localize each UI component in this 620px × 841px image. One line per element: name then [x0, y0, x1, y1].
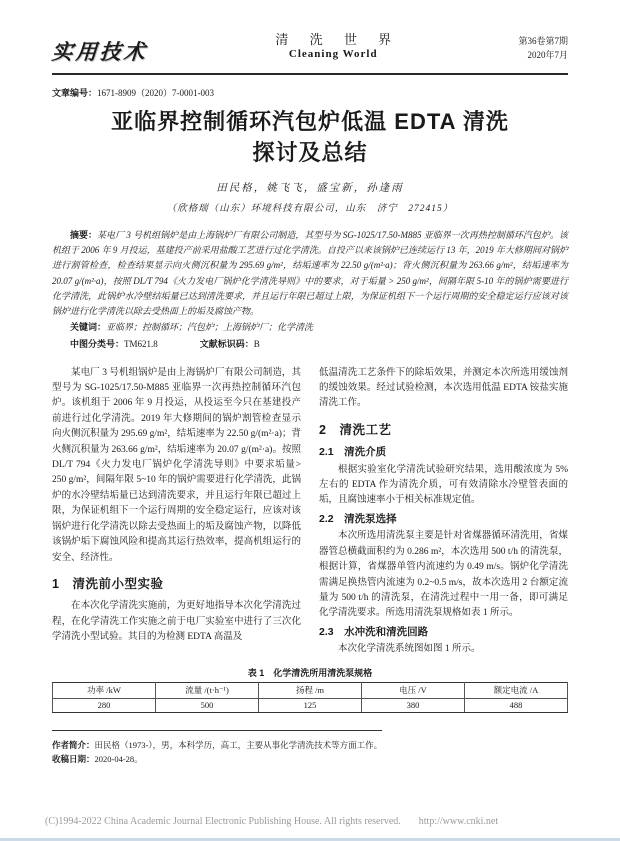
- title-line-2: 探讨及总结: [252, 140, 368, 165]
- table-cell: 500: [156, 698, 259, 712]
- cnki-link[interactable]: http://www.cnki.net: [418, 816, 499, 827]
- journal-name-cn: 清 洗 世 界: [275, 32, 401, 47]
- subsection-heading-2-1: 2.1 清洗介质: [319, 446, 387, 459]
- copyright-footer: [45, 816, 575, 827]
- clc-line: [52, 337, 568, 352]
- header-rule: [52, 73, 568, 75]
- clc-label: 中图分类号：: [70, 339, 125, 350]
- author-bio-label: 作者简介：: [52, 739, 95, 750]
- left-column: [52, 366, 301, 658]
- authors-line: 田民格，姚飞飞，盛宝新，孙逢雨: [216, 183, 404, 194]
- right-paragraph-2-1: 根据实验室化学清洗试验研究结果，选用酸浓度为 5% 左右的 EDTA 作为清洗介质，可有效清除水冷壁管表面的垢，且腐蚀速率小于相关标准规定值。: [319, 464, 568, 506]
- doc-code-label: 文献标识码：: [199, 339, 254, 350]
- table-cell: 380: [362, 698, 465, 712]
- article-id-value: 1671-8909（2020）7-0001-003: [97, 88, 215, 98]
- received-date-line: [52, 752, 568, 766]
- keywords-line: [52, 320, 568, 335]
- table-row: [53, 698, 568, 712]
- abstract-label: 摘要：: [70, 230, 98, 240]
- abstract-block: [52, 228, 568, 353]
- table-header-cell: 电压 /V: [362, 682, 465, 698]
- table-cell: 488: [465, 698, 568, 712]
- left-paragraph-1: 某电厂 3 号机组锅炉是由上海锅炉厂有限公司制造，其型号为 SG-1025/17.50-M885 亚临界一次再热控制循环汽包炉。该机组于 2006 年 9 月投运，从投运至今只在基建投产前进行过化学清洗。2019 年大修期间的锅炉割管检查显示向火侧沉积量为 295.69 g/m²，结垢速率为 22.50 g/(m²·a)；背火侧沉积量为 263.66 g/m²，结垢速率为 20.07 g/(m²·a)。按照 DL/T 794《火力发电厂锅炉化学清洗导则》中要求垢量> 250 g/m²，间隔年限 5~10 年的锅炉需要进行化学清洗，此锅炉的水冷壁结垢量已达到清洗要求，并且运行年限已超过上限，为保证机组下一个运行周期的安全稳定运行，应该对该锅炉进行化学清洗以除去受热面上的垢及腐蚀产物，以降低该锅炉垢下腐蚀风险和提高其运行热效率，提高机组运行的安全、经济性。: [52, 367, 301, 563]
- journal-header: [52, 30, 568, 70]
- table-header-row: [53, 682, 568, 698]
- keywords-label: 关键词：: [70, 322, 107, 333]
- clc-value: TM621.8: [124, 339, 158, 350]
- footnotes: [52, 738, 568, 766]
- received-date-label: 收稿日期：: [52, 753, 95, 764]
- table-cell: 125: [259, 698, 362, 712]
- right-paragraph-2-3: 本次化学清洗系统图如图 1 所示。: [338, 644, 481, 655]
- received-date-value: 2020-04-28。: [94, 753, 143, 764]
- table-header-cell: 流量 /(t·h⁻¹): [156, 682, 259, 698]
- right-paragraph-2-2: 本次所选用清洗泵主要是针对省煤器循环清洗用，省煤器管总横截面积约为 0.286 m²，本次选用 500 t/h 的清洗泵，根据计算，省煤器单管内流速约为 0.49 m/s。锅炉化学清洗需满足换热管内流速为 0.2~0.5 m/s，故本次选用 2 台额定流量为 500 t/h 的清洗泵，在清洗过程中一用一备，即可满足化学清洗要求。所选用清洗泵规格如表 1 所示。: [319, 531, 568, 619]
- pump-spec-table: [52, 682, 568, 713]
- author-bio-text: 田民格（1973-），男，本科学历，高工，主要从事化学清洗技术等方面工作。: [94, 739, 383, 750]
- journal-section-logo: 实用技术: [50, 39, 149, 64]
- keywords-text: 亚临界；控制循环；汽包炉；上海锅炉厂；化学清洗: [106, 322, 314, 333]
- copyright-text: (C)1994-2022 China Academic Journal Electronic Publishing House. All rights reserved.: [45, 816, 401, 827]
- table1-zone: [52, 666, 568, 713]
- article-id-line: [52, 86, 568, 99]
- table-header-cell: 额定电流 /A: [465, 682, 568, 698]
- table-header-cell: 功率 /kW: [53, 682, 156, 698]
- doc-code-value: B: [253, 339, 260, 350]
- section-heading-2: 2 清洗工艺: [319, 422, 392, 437]
- left-paragraph-2: 在本次化学清洗实施前，为更好地指导本次化学清洗过程，在化学清洗工作实施之前于电厂实验室中进行了三次化学清洗小型试验。其目的为检测 EDTA 高温及: [52, 601, 301, 643]
- affiliation-line: （欣格瑞（山东）环境科技有限公司，山东 济宁 272415）: [166, 204, 454, 214]
- title-line-1: 亚临界控制循环汽包炉低温 EDTA 清洗: [111, 109, 509, 134]
- table1-caption: 表 1 化学清洗所用清洗泵规格: [247, 667, 373, 678]
- subsection-heading-2-3: 2.3 水冲洗和清洗回路: [319, 625, 429, 638]
- right-paragraph-1: 低温清洗工艺条件下的除垢效果，并测定本次所选用缓蚀剂的缓蚀效果。经过试验检测，本次选用低温 EDTA 铵盐实施清洗工作。: [319, 367, 568, 409]
- body-columns: [52, 366, 568, 658]
- author-bio-line: [52, 738, 568, 752]
- page-title: [52, 106, 568, 168]
- table-header-cell: 扬程 /m: [259, 682, 362, 698]
- journal-name: [266, 30, 400, 62]
- section-heading-1: 1 清洗前小型实验: [52, 576, 164, 591]
- abstract-paragraph: [52, 228, 568, 319]
- journal-name-en: Cleaning World: [288, 48, 378, 61]
- subsection-heading-2-2: 2.2 清洗泵选择: [319, 512, 397, 525]
- journal-volume: 第36卷第7期: [518, 36, 568, 46]
- journal-issue: [518, 30, 568, 63]
- journal-date: 2020年7月: [527, 50, 568, 61]
- abstract-text: 某电厂 3 号机组锅炉是由上海锅炉厂有限公司制造，其型号为 SG-1025/17.50-M885 亚临界一次再热控制循环汽包炉。该机组于 2006 年 9 月投运，基建投产前采用盐酸工艺进行过化学清洗。自投产以来该锅炉已连续运行 13 年，2019 年大修期间对锅炉进行割管检查，检查结果显示向火侧沉积量为 295.69 g/m²，结垢速率为 22.50 g/(m²·a)；背火侧沉积量为 263.66 g/m²，结垢速率为 20.07 g/(m²·a)，按照 DL/T 794《火力发电厂锅炉化学清洗导则》中的要求，对于垢量 > 250 g/m²，间隔年限 5-10 年的锅炉需要进行化学清洗，此锅炉水冷壁结垢量已达到清洗要求，并且运行年限已超过上限，为保证机组下一个运行周期的安全稳定运行应该对该锅炉进行化学清洗以除去受热面上的垢及腐蚀产物。: [52, 230, 568, 317]
- footnote-rule: [52, 730, 382, 731]
- right-column: [319, 366, 568, 658]
- article-id-label: 文章编号：: [52, 88, 98, 98]
- table-cell: 280: [53, 698, 156, 712]
